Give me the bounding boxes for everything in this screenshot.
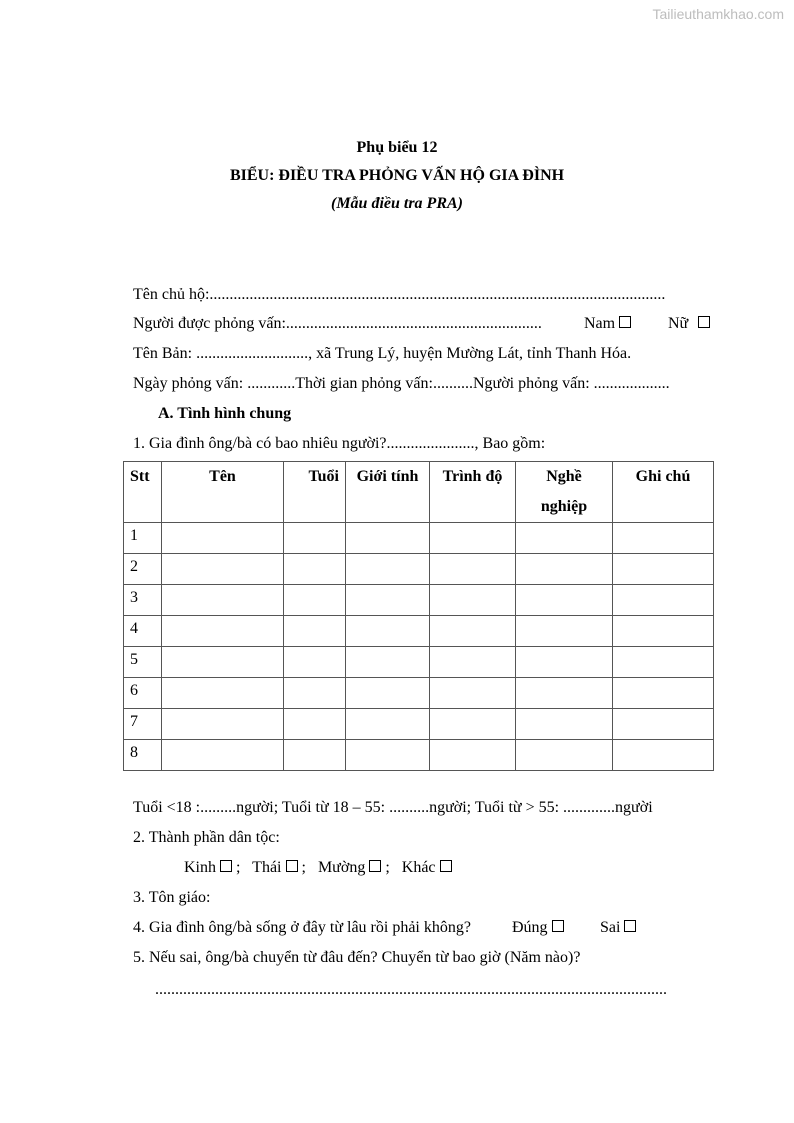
- interviewee-field: [133, 314, 713, 334]
- form-title: BIỂU: ĐIỀU TRA PHỎNG VẤN HỘ GIA ĐÌNH: [229, 167, 565, 184]
- cell-education[interactable]: [430, 740, 516, 771]
- age-groups-label: Tuổi <18 :.........người; Tuổi từ 18 – 55: ..........người; Tuổi từ > 55: .............người: [133, 799, 653, 816]
- cell-age[interactable]: [284, 523, 346, 554]
- kinh-checkbox[interactable]: [220, 860, 232, 872]
- cell-occupation[interactable]: [516, 616, 613, 647]
- female-label: Nữ: [668, 315, 689, 332]
- row-number: 8: [124, 740, 162, 771]
- col-notes: Ghi chú: [613, 462, 714, 523]
- table-row: [124, 554, 714, 585]
- question-5-answer-line[interactable]: ................................................................................................................................: [155, 981, 667, 998]
- village-label: Tên Bản: ............................, xã Trung Lý, huyện Mường Lát, tỉnh Thanh Hóa.: [133, 345, 632, 362]
- cell-gender[interactable]: [346, 709, 430, 740]
- question-2: 2. Thành phần dân tộc:: [133, 829, 280, 846]
- cell-notes[interactable]: [613, 523, 714, 554]
- thai-checkbox[interactable]: [286, 860, 298, 872]
- cell-age[interactable]: [284, 616, 346, 647]
- question-5: 5. Nếu sai, ông/bà chuyển từ đâu đến? Chuyển từ bao giờ (Năm nào)?: [133, 949, 581, 966]
- cell-education[interactable]: [430, 554, 516, 585]
- cell-name[interactable]: [162, 740, 284, 771]
- row-number: 2: [124, 554, 162, 585]
- question-4-label: 4. Gia đình ông/bà sống ở đây từ lâu rồi phải không?: [133, 919, 471, 936]
- interview-info-field[interactable]: [133, 374, 713, 394]
- table-row: [124, 709, 714, 740]
- cell-gender[interactable]: [346, 585, 430, 616]
- no-checkbox[interactable]: [624, 920, 636, 932]
- cell-gender[interactable]: [346, 647, 430, 678]
- gender-female-option[interactable]: [668, 314, 710, 334]
- cell-age[interactable]: [284, 585, 346, 616]
- col-gender: Giới tính: [346, 462, 430, 523]
- head-of-household-field[interactable]: [133, 285, 713, 305]
- row-number: 5: [124, 647, 162, 678]
- cell-gender[interactable]: [346, 740, 430, 771]
- separator: ;: [236, 859, 241, 876]
- col-stt: Stt: [124, 462, 162, 523]
- male-label: Nam: [584, 315, 616, 332]
- col-education: Trình độ: [430, 462, 516, 523]
- household-members-table: [123, 461, 714, 771]
- table-row: [124, 616, 714, 647]
- cell-name[interactable]: [162, 523, 284, 554]
- col-name: Tên: [162, 462, 284, 523]
- row-number: 3: [124, 585, 162, 616]
- cell-occupation[interactable]: [516, 647, 613, 678]
- interviewee-label[interactable]: Người được phỏng vấn:................................................................: [133, 315, 542, 332]
- cell-education[interactable]: [430, 709, 516, 740]
- cell-occupation[interactable]: [516, 709, 613, 740]
- yes-checkbox[interactable]: [552, 920, 564, 932]
- cell-name[interactable]: [162, 585, 284, 616]
- interview-info-label: Ngày phỏng vấn: ............Thời gian phỏng vấn:..........Người phỏng vấn: ...................: [133, 375, 670, 392]
- male-checkbox[interactable]: [619, 316, 631, 328]
- cell-name[interactable]: [162, 554, 284, 585]
- no-label: Sai: [600, 919, 621, 936]
- table-row: [124, 678, 714, 709]
- cell-name[interactable]: [162, 647, 284, 678]
- cell-education[interactable]: [430, 616, 516, 647]
- cell-gender[interactable]: [346, 678, 430, 709]
- cell-occupation[interactable]: [516, 585, 613, 616]
- cell-education[interactable]: [430, 585, 516, 616]
- row-number: 6: [124, 678, 162, 709]
- cell-notes[interactable]: [613, 585, 714, 616]
- yes-label: Đúng: [512, 919, 548, 936]
- cell-age[interactable]: [284, 647, 346, 678]
- col-age: Tuổi: [284, 462, 346, 523]
- cell-education[interactable]: [430, 647, 516, 678]
- row-number: 7: [124, 709, 162, 740]
- section-a-heading: A. Tình hình chung: [158, 405, 292, 422]
- question-1: 1. Gia đình ông/bà có bao nhiêu người?......................, Bao gồm:: [133, 435, 546, 452]
- cell-notes[interactable]: [613, 616, 714, 647]
- option-kinh[interactable]: [184, 859, 240, 876]
- cell-age[interactable]: [284, 740, 346, 771]
- gender-male-option[interactable]: [584, 314, 631, 334]
- cell-notes[interactable]: [613, 740, 714, 771]
- cell-occupation[interactable]: [516, 554, 613, 585]
- table-row: [124, 740, 714, 771]
- form-subtitle: (Mẫu điều tra PRA): [330, 195, 463, 212]
- table-row: [124, 585, 714, 616]
- cell-notes[interactable]: [613, 554, 714, 585]
- table-header-row: [124, 462, 714, 523]
- option-thai[interactable]: [252, 859, 306, 876]
- row-number: 1: [124, 523, 162, 554]
- muong-checkbox[interactable]: [369, 860, 381, 872]
- row-number: 4: [124, 616, 162, 647]
- khac-label: Khác: [401, 859, 436, 876]
- separator: ;: [301, 859, 306, 876]
- q4-no-option[interactable]: [600, 918, 636, 938]
- kinh-label: Kinh: [184, 859, 216, 876]
- question-4: [133, 918, 713, 938]
- cell-age[interactable]: [284, 709, 346, 740]
- separator: ;: [385, 859, 390, 876]
- cell-age[interactable]: [284, 554, 346, 585]
- option-muong[interactable]: [318, 859, 390, 876]
- cell-notes[interactable]: [613, 647, 714, 678]
- age-groups-field[interactable]: [133, 798, 713, 818]
- q4-yes-option[interactable]: [512, 918, 564, 938]
- question-3[interactable]: 3. Tôn giáo:: [133, 889, 211, 906]
- cell-name[interactable]: [162, 709, 284, 740]
- document-header: [0, 134, 794, 218]
- col-occupation: Nghề nghiệp: [516, 462, 613, 523]
- cell-occupation[interactable]: [516, 740, 613, 771]
- option-khac[interactable]: [402, 859, 452, 876]
- female-checkbox[interactable]: [698, 316, 710, 328]
- cell-notes[interactable]: [613, 678, 714, 709]
- cell-name[interactable]: [162, 678, 284, 709]
- cell-gender[interactable]: [346, 523, 430, 554]
- ethnicity-options: [184, 858, 764, 878]
- cell-occupation[interactable]: [516, 523, 613, 554]
- cell-education[interactable]: [430, 523, 516, 554]
- cell-gender[interactable]: [346, 616, 430, 647]
- head-of-household-label: Tên chủ hộ:..................................................................................................................: [133, 286, 666, 303]
- thai-label: Thái: [252, 859, 282, 876]
- village-field[interactable]: [133, 344, 713, 364]
- cell-education[interactable]: [430, 678, 516, 709]
- table-row: [124, 647, 714, 678]
- appendix-label: Phụ biểu 12: [356, 139, 438, 156]
- cell-gender[interactable]: [346, 554, 430, 585]
- cell-notes[interactable]: [613, 709, 714, 740]
- cell-occupation[interactable]: [516, 678, 613, 709]
- muong-label: Mường: [317, 859, 366, 876]
- cell-age[interactable]: [284, 678, 346, 709]
- table-row: [124, 523, 714, 554]
- cell-name[interactable]: [162, 616, 284, 647]
- khac-checkbox[interactable]: [440, 860, 452, 872]
- watermark: Tailieuthamkhao.com: [652, 6, 784, 22]
